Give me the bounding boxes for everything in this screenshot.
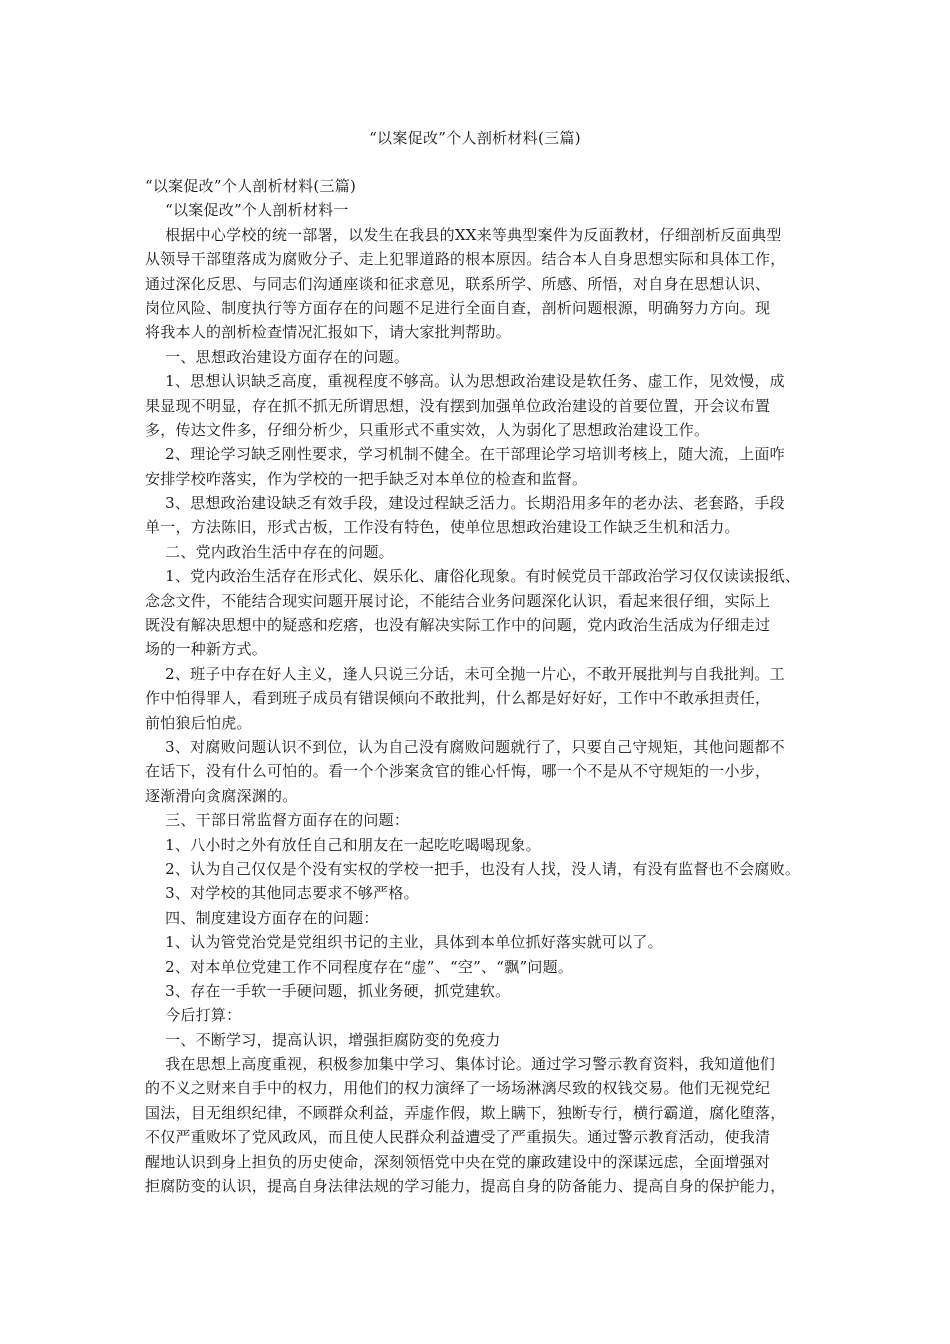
- text-line: 2、对本单位党建工作不同程度存在“虚”、“空”、“飘”问题。: [145, 957, 574, 976]
- text-line: 岗位风险、制度执行等方面存在的问题不足进行全面自查，剖析问题根源，明确努力方向。现: [145, 298, 771, 317]
- text-line: 我在思想上高度重视，积极参加集中学习、集体讨论。通过学习警示教育资料，我知道他们: [145, 1055, 776, 1074]
- text-line: 的不义之财来自手中的权力，用他们的权力演绎了一场场淋漓尽致的权钱交易。他们无视党纪: [145, 1079, 771, 1098]
- text-line: 根据中心学校的统一部署，以发生在我县的XX来等典型案件为反面教材，仔细剖析反面典型: [145, 225, 782, 244]
- text-line: 1、党内政治生活存在形式化、娱乐化、庸俗化现象。有时候党员干部政治学习仅仅读读报纸、: [145, 567, 801, 586]
- text-line: 将我本人的剖析检查情况汇报如下，请大家批判帮助。: [145, 323, 512, 342]
- text-line: 逐渐滑向贪腐深渊的。: [145, 786, 298, 805]
- text-line: 拒腐防变的认识，提高自身法律法规的学习能力，提高自身的防备能力、提高自身的保护能力，: [145, 1177, 786, 1196]
- text-line: 3、存在一手软一手硬问题，抓业务硬，抓党建软。: [145, 981, 511, 1000]
- text-line: 3、思想政治建设缺乏有效手段，建设过程缺乏活力。长期沿用多年的老办法、老套路，手段: [145, 494, 785, 513]
- text-line: 今后打算：: [145, 1006, 242, 1025]
- text-line: 果显现不明显，存在抓不抓无所谓思想，没有摆到加强单位政治建设的首要位置，开会议布置: [145, 396, 771, 415]
- text-line: 从领导干部堕落成为腐败分子、走上犯罪道路的根本原因。结合本人自身思想实际和具体工作，: [145, 250, 786, 269]
- text-line: 作中怕得罪人，看到班子成员有错误倾向不敢批判，什么都是好好好，工作中不敢承担责任，: [145, 689, 771, 708]
- text-line: 一、不断学习，提高认识，增强拒腐防变的免疫力: [145, 1030, 501, 1049]
- text-line: 国法，目无组织纪律，不顾群众利益，弄虚作假，欺上瞒下，独断专行，横行霸道，腐化堕落，: [145, 1103, 786, 1122]
- text-line: 1、思想认识缺乏高度，重视程度不够高。认为思想政治建设是软任务、虚工作，见效慢，成: [145, 372, 785, 391]
- text-line: 四、制度建设方面存在的问题：: [145, 908, 379, 927]
- text-line: 单一，方法陈旧，形式古板，工作没有特色，使单位思想政治建设工作缺乏生机和活力。: [145, 518, 740, 537]
- text-line: 3、对腐败问题认识不到位，认为自己没有腐败问题就行了，只要自己守规矩，其他问题都不: [145, 737, 785, 756]
- text-line: 2、认为自己仅仅是个没有实权的学校一把手，也没有人找，没人请，有没有监督也不会腐败。: [145, 859, 801, 878]
- text-line: 二、党内政治生活中存在的问题。: [145, 542, 394, 561]
- text-line: 在话下，没有什么可怕的。看一个个涉案贪官的锥心忏悔，哪一个不是从不守规矩的一小步，: [145, 762, 771, 781]
- text-line: 2、班子中存在好人主义，逢人只说三分话，未可全抛一片心，不敢开展批判与自我批判。工: [145, 664, 785, 683]
- text-line: 不仅严重败坏了党风政风，而且使人民群众利益遭受了严重损失。通过警示教育活动，使我清: [145, 1128, 771, 1147]
- text-line: 一、思想政治建设方面存在的问题。: [145, 347, 410, 366]
- text-line: 场的一种新方式。: [145, 640, 268, 659]
- text-line: 1、八小时之外有放任自己和朋友在一起吃吃喝喝现象。: [145, 835, 541, 854]
- text-line: 3、对学校的其他同志要求不够严格。: [145, 884, 419, 903]
- document-body: [145, 174, 825, 1198]
- text-line: 念念文件，不能结合现实问题开展讨论，不能结合业务问题深化认识，看起来很仔细，实际上: [145, 591, 771, 610]
- text-line: 安排学校咋落实，作为学校的一把手缺乏对本单位的检查和监督。: [145, 469, 588, 488]
- text-line: 通过深化反思、与同志们沟通座谈和征求意见，联系所学、所感、所悟，对自身在思想认识、: [145, 274, 771, 293]
- document-title: “以案促改”个人剖析材料(三篇): [369, 129, 581, 147]
- text-line: 1、认为管党治党是党组织书记的主业，具体到本单位抓好落实就可以了。: [145, 933, 663, 952]
- text-line: 醒地认识到身上担负的历史使命，深刻领悟党中央在党的廉政建设中的深谋远虑，全面增强对: [145, 1152, 771, 1171]
- text-line: 既没有解决思想中的疑惑和疙瘩，也没有解决实际工作中的问题，党内政治生活成为仔细走过: [145, 616, 771, 635]
- text-line: “以案促改”个人剖析材料一: [145, 201, 349, 220]
- text-line: 三、干部日常监督方面存在的问题：: [145, 811, 410, 830]
- text-line: 2、理论学习缺乏刚性要求，学习机制不健全。在干部理论学习培训考核上，随大流，上面咋: [145, 445, 785, 464]
- text-line: 多，传达文件多，仔细分析少，只重形式不重实效，人为弱化了思想政治建设工作。: [145, 420, 710, 439]
- text-line: “以案促改”个人剖析材料(三篇): [145, 177, 357, 195]
- text-line: 前怕狼后怕虎。: [145, 713, 252, 732]
